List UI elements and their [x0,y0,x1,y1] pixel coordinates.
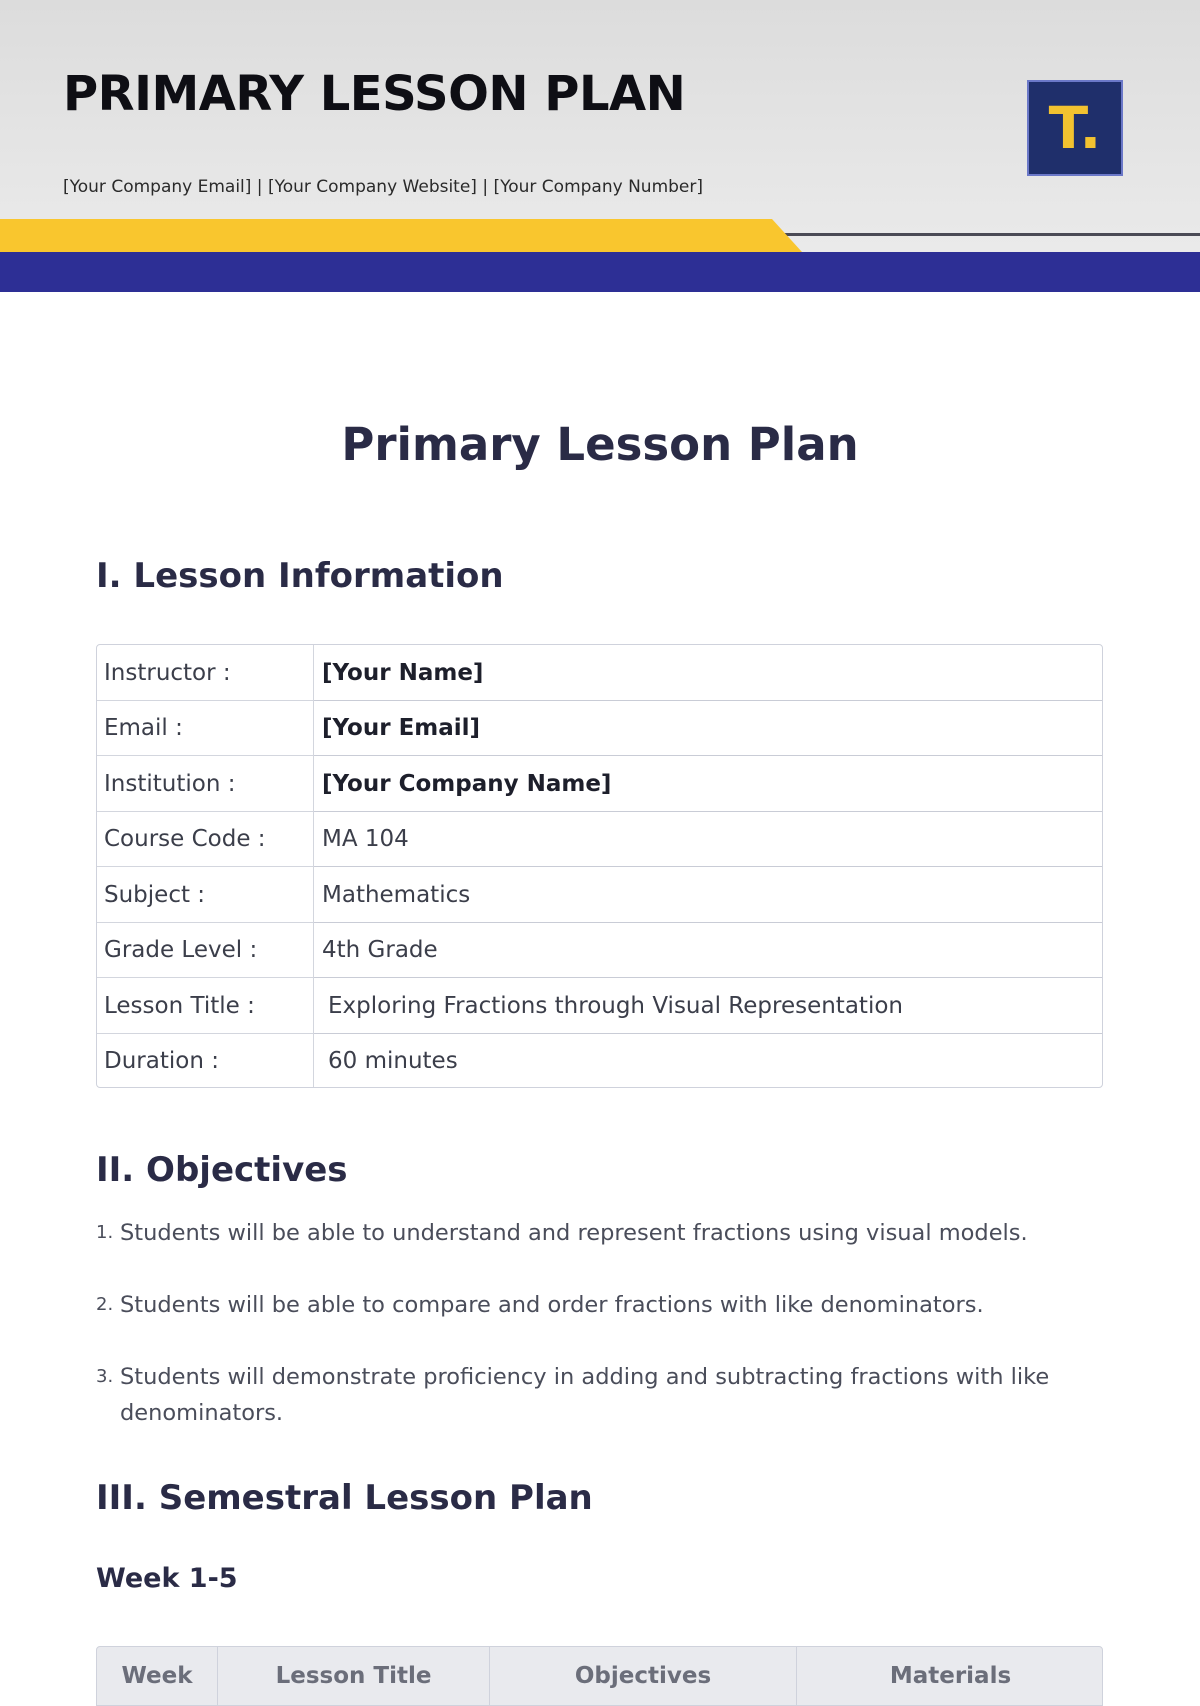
list-text: Students will be able to understand and represent fractions using visual models. [120,1220,1028,1246]
row-label: Duration : [97,1034,314,1089]
row-value: 4th Grade [322,937,438,964]
semestral-plan-table [96,1646,1103,1706]
table-row [97,756,1102,812]
column-header-materials: Materials [889,1663,1012,1689]
column-header-week: Week [97,1647,218,1705]
logo-letter: T. [1048,94,1102,162]
list-text: Students will demonstrate proficiency in adding and subtracting fractions with like denominators. [120,1364,1050,1426]
row-label: Course Code : [97,812,314,868]
table-row [97,978,1102,1034]
row-value: [Your Email] [322,715,481,742]
row-value: Mathematics [322,881,471,908]
row-value: [Your Name] [322,659,484,686]
row-label: Institution : [97,756,314,812]
column-header-objectives: Objectives [490,1647,797,1705]
week-range-heading: Week 1-5 [96,1563,238,1594]
list-number: 2. [96,1294,114,1315]
table-row [97,923,1102,979]
section-heading-objectives: II. Objectives [96,1150,348,1190]
row-label: Subject : [97,867,314,923]
row-label: Lesson Title : [97,978,314,1034]
row-label: Grade Level : [97,923,314,979]
table-row [97,867,1102,923]
list-text: Students will be able to compare and order fractions with like denominators. [120,1292,984,1318]
list-number: 1. [96,1222,114,1243]
row-value: [Your Company Name] [322,770,612,797]
table-row [97,1034,1102,1089]
header-yellow-stripe [0,219,802,252]
table-row [97,812,1102,868]
header-thin-line [780,233,1200,236]
row-label: Email : [97,701,314,757]
header-title: PRIMARY LESSON PLAN [63,66,686,122]
table-row [97,701,1102,757]
header-contact-line: [Your Company Email] | [Your Company Website] | [Your Company Number] [63,177,704,197]
section-heading-lesson-information: I. Lesson Information [96,556,504,596]
company-logo [1027,80,1123,176]
row-label: Instructor : [97,645,314,701]
header-blue-stripe [0,252,1200,292]
section-heading-semestral-lesson-plan: III. Semestral Lesson Plan [96,1478,593,1518]
document-header [0,0,1200,292]
row-value: Exploring Fractions through Visual Representation [328,992,903,1019]
lesson-information-table [96,644,1103,1088]
row-value: MA 104 [322,826,409,853]
list-number: 3. [96,1366,114,1387]
table-row [97,645,1102,701]
document-title: Primary Lesson Plan [341,418,859,471]
row-value: 60 minutes [328,1048,458,1075]
column-header-lesson-title: Lesson Title [218,1647,490,1705]
